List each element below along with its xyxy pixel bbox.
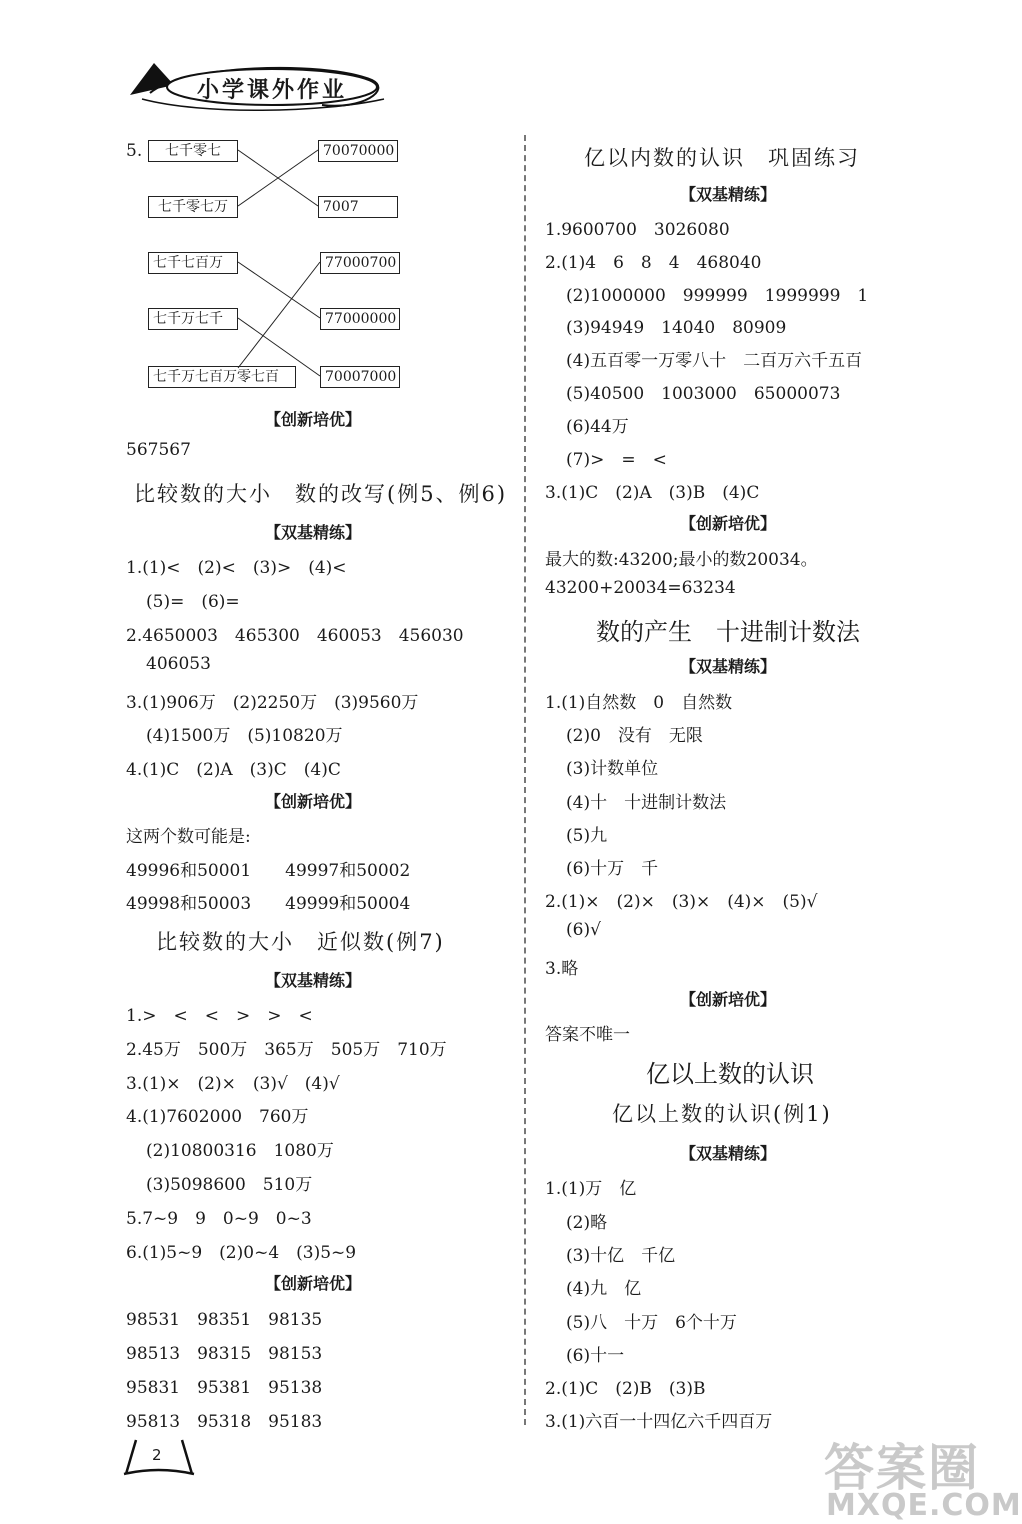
answer-line: 答案不唯一	[545, 1025, 630, 1045]
match-right-box: 77000000	[320, 308, 400, 330]
answer-line: 3.略	[545, 959, 579, 979]
open-book-icon	[122, 1438, 202, 1478]
answer-line: (4)九 亿	[566, 1279, 642, 1299]
section-label: 【创新培优】	[680, 514, 777, 533]
answer-line: 95831 95381 95138	[126, 1378, 323, 1398]
answer-line: 4.(1)7602000 760万	[126, 1107, 309, 1127]
answer-line: (2)0 没有 无限	[566, 726, 703, 746]
book-title: 小学课外作业	[197, 78, 348, 103]
block-title: 亿以内数的认识 巩固练习	[584, 146, 860, 170]
section-label: 【创新培优】	[265, 410, 362, 429]
section-label: 【双基精练】	[680, 185, 777, 204]
match-left-box: 七千零七	[148, 140, 238, 162]
answer-line: (6)44万	[566, 417, 629, 437]
answer-line: (6)√	[566, 920, 601, 940]
section-label: 【创新培优】	[265, 792, 362, 811]
section-label: 【双基精练】	[680, 657, 777, 676]
answer-line: 43200+20034=63234	[545, 578, 736, 598]
answer-line: (3)十亿 千亿	[566, 1246, 676, 1266]
match-left-box: 七千万七百万零七百	[148, 366, 296, 388]
answer-line: (4)五百零一万零八十 二百万六千五百	[566, 351, 863, 371]
answer-line: (2)10800316 1080万	[146, 1141, 334, 1161]
match-right-box: 77000700	[320, 252, 400, 274]
answer-line: (5)八 十万 6个十万	[566, 1313, 737, 1333]
block-title: 数的产生 十进制计数法	[596, 618, 860, 646]
answer-line: 49996和50001 49997和50002	[126, 861, 411, 881]
watermark-url: MXQE.COM	[826, 1488, 1022, 1523]
match-left-box: 七千零七万	[148, 196, 238, 218]
answer-line: (7)> = <	[566, 450, 667, 470]
answer-line: 2.45万 500万 365万 505万 710万	[126, 1040, 447, 1060]
answer-line: 406053	[146, 654, 211, 674]
section-label: 【双基精练】	[265, 971, 362, 990]
answer-line: 1.(1)万 亿	[545, 1179, 637, 1199]
question-number: 5.	[126, 141, 143, 161]
match-left-box: 七千七百万	[148, 252, 238, 274]
answer-line: (3)94949 14040 80909	[566, 318, 787, 338]
watermark-logo: 答案圈	[824, 1439, 980, 1497]
answer-line: 3.(1)906万 (2)2250万 (3)9560万	[126, 693, 419, 713]
answer-line: 6.(1)5~9 (2)0~4 (3)5~9	[126, 1243, 357, 1263]
answer-line: 1.9600700 3026080	[545, 220, 730, 240]
answer-line: (5)40500 1003000 65000073	[566, 384, 841, 404]
block-title: 比较数的大小 近似数(例7)	[156, 930, 445, 954]
section-label: 【创新培优】	[680, 990, 777, 1009]
answer-line: (5)九	[566, 826, 608, 846]
answer-line: 98513 98315 98153	[126, 1344, 323, 1364]
match-left-box: 七千万七千	[148, 308, 238, 330]
matching-lines	[0, 0, 500, 400]
answer-line: 1.(1)< (2)< (3)> (4)<	[126, 558, 347, 578]
page-number-badge	[122, 1438, 202, 1478]
section-label: 【创新培优】	[265, 1274, 362, 1293]
answer-line: 3.(1)× (2)× (3)√ (4)√	[126, 1074, 340, 1094]
answer-line: 1.(1)自然数 0 自然数	[545, 693, 733, 713]
section-label: 【双基精练】	[265, 523, 362, 542]
block-title: 比较数的大小 数的改写(例5、例6)	[134, 482, 508, 506]
answer-line: (5)= (6)=	[146, 592, 240, 612]
match-right-box: 7007	[318, 196, 398, 218]
answer-line: (3)计数单位	[566, 759, 659, 779]
answer-line: 2.(1)4 6 8 4 468040	[545, 253, 762, 273]
answer-line: 49998和50003 49999和50004	[126, 894, 411, 914]
answer-line: (6)十万 千	[566, 859, 659, 879]
answer-line: 3.(1)六百一十四亿六千四百万	[545, 1412, 773, 1432]
answer-line: 95813 95318 95183	[126, 1412, 323, 1432]
answer-line: 2.4650003 465300 460053 456030	[126, 626, 464, 646]
answer-line: (4)十 十进制计数法	[566, 793, 727, 813]
answer-line: 3.(1)C (2)A (3)B (4)C	[545, 483, 760, 503]
answer-line: (2)1000000 999999 1999999 1	[566, 286, 869, 306]
match-right-box: 70007000	[320, 366, 400, 388]
answer-line: (3)5098600 510万	[146, 1175, 313, 1195]
answer-line: 98531 98351 98135	[126, 1310, 323, 1330]
answer-line: (4)1500万 (5)10820万	[146, 726, 343, 746]
answer-line: 1.> < < > > <	[126, 1006, 313, 1026]
answer-line: (6)十一	[566, 1346, 625, 1366]
match-right-box: 70070000	[318, 140, 398, 162]
answer-line: 这两个数可能是:	[126, 827, 251, 847]
answer-line: 2.(1)C (2)B (3)B	[545, 1379, 706, 1399]
answer-line: 最大的数:43200;最小的数20034。	[545, 550, 818, 570]
section-label: 【双基精练】	[680, 1144, 777, 1163]
page-number: 2	[152, 1446, 162, 1464]
answer-line: 2.(1)× (2)× (3)× (4)× (5)√	[545, 892, 818, 912]
answer-line: (2)略	[566, 1213, 608, 1233]
answer-line: 567567	[126, 440, 191, 460]
chapter-title: 亿以上数的认识	[646, 1060, 814, 1088]
block-title: 亿以上数的认识(例1)	[612, 1102, 832, 1126]
answer-line: 4.(1)C (2)A (3)C (4)C	[126, 760, 341, 780]
column-divider	[524, 135, 526, 1425]
answer-line: 5.7~9 9 0~9 0~3	[126, 1209, 312, 1229]
